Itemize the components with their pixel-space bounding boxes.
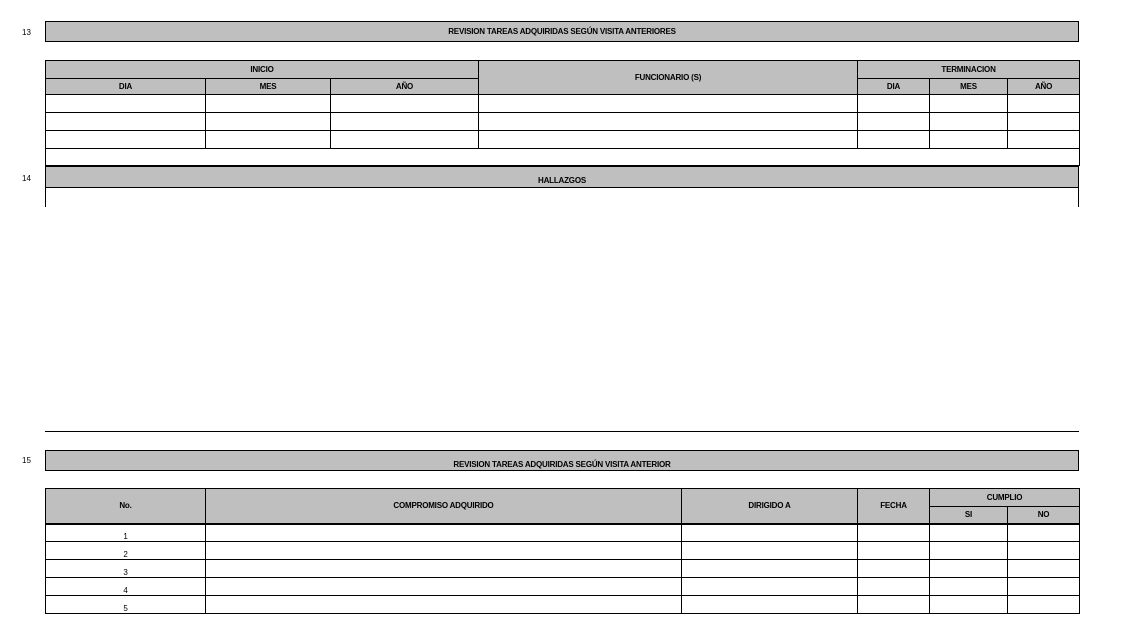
terminacion-dia-cell[interactable] — [858, 113, 930, 131]
compromiso-cell[interactable] — [206, 596, 682, 614]
terminacion-mes-header: MES — [930, 79, 1008, 95]
no-cell[interactable] — [1008, 524, 1080, 542]
section-13-title: REVISION TAREAS ADQUIRIDAS SEGÚN VISITA ANTERIORES — [448, 27, 676, 36]
terminacion-mes-cell[interactable] — [930, 131, 1008, 149]
inicio-dia-header: DIA — [46, 79, 206, 95]
si-header: SI — [930, 507, 1008, 524]
fecha-cell[interactable] — [858, 560, 930, 578]
inicio-dia-cell[interactable] — [46, 131, 206, 149]
table-row — [46, 131, 1080, 149]
section-15-title: REVISION TAREAS ADQUIRIDAS SEGÚN VISITA ANTERIOR — [453, 460, 671, 469]
no-cell[interactable] — [1008, 560, 1080, 578]
si-cell[interactable] — [930, 578, 1008, 596]
section-15-title-bar — [45, 450, 1079, 471]
cumplio-header: CUMPLIO — [930, 489, 1080, 507]
commitments-table — [45, 488, 1080, 614]
si-cell[interactable] — [930, 560, 1008, 578]
fecha-header: FECHA — [858, 489, 930, 524]
table-row — [46, 596, 1080, 614]
inicio-dia-cell[interactable] — [46, 95, 206, 113]
row-number: 1 — [46, 524, 206, 542]
inicio-anio-header: AÑO — [331, 79, 479, 95]
dirigido-cell[interactable] — [682, 560, 858, 578]
compromiso-cell[interactable] — [206, 524, 682, 542]
inicio-anio-cell[interactable] — [331, 131, 479, 149]
fecha-cell[interactable] — [858, 542, 930, 560]
row-number: 4 — [46, 578, 206, 596]
terminacion-dia-header: DIA — [858, 79, 930, 95]
fecha-cell[interactable] — [858, 524, 930, 542]
section-14-title-bar — [45, 166, 1079, 188]
dirigido-cell[interactable] — [682, 524, 858, 542]
si-cell[interactable] — [930, 524, 1008, 542]
terminacion-mes-cell[interactable] — [930, 113, 1008, 131]
inicio-anio-cell[interactable] — [331, 113, 479, 131]
row-number: 5 — [46, 596, 206, 614]
terminacion-header: TERMINACION — [858, 61, 1080, 79]
terminacion-dia-cell[interactable] — [858, 131, 930, 149]
no-col-header: NO — [1008, 507, 1080, 524]
funcionario-header: FUNCIONARIO (S) — [479, 61, 858, 95]
inicio-mes-cell[interactable] — [206, 95, 331, 113]
inicio-mes-cell[interactable] — [206, 131, 331, 149]
compromiso-header: COMPROMISO ADQUIRIDO — [206, 489, 682, 524]
hallazgos-bottom-divider — [45, 431, 1079, 432]
terminacion-anio-cell[interactable] — [1008, 131, 1080, 149]
compromiso-cell[interactable] — [206, 542, 682, 560]
terminacion-dia-cell[interactable] — [858, 95, 930, 113]
funcionario-cell[interactable] — [479, 113, 858, 131]
section-13-title-bar — [45, 21, 1079, 42]
section-13-number: 13 — [22, 28, 31, 37]
no-cell[interactable] — [1008, 596, 1080, 614]
inicio-dia-cell[interactable] — [46, 113, 206, 131]
table-row — [46, 542, 1080, 560]
hallazgos-area[interactable] — [45, 187, 1079, 207]
spacer-cell — [46, 149, 1080, 166]
fecha-cell[interactable] — [858, 596, 930, 614]
tasks-dates-table — [45, 60, 1080, 166]
dirigido-cell[interactable] — [682, 596, 858, 614]
fecha-cell[interactable] — [858, 578, 930, 596]
inicio-anio-cell[interactable] — [331, 95, 479, 113]
funcionario-cell[interactable] — [479, 131, 858, 149]
table-row — [46, 560, 1080, 578]
si-cell[interactable] — [930, 542, 1008, 560]
table-row — [46, 578, 1080, 596]
row-number: 3 — [46, 560, 206, 578]
table-row — [46, 524, 1080, 542]
compromiso-cell[interactable] — [206, 578, 682, 596]
row-number: 2 — [46, 542, 206, 560]
spacer-row — [46, 149, 1080, 166]
funcionario-cell[interactable] — [479, 95, 858, 113]
dirigido-cell[interactable] — [682, 578, 858, 596]
section-14-title: HALLAZGOS — [538, 176, 586, 185]
terminacion-mes-cell[interactable] — [930, 95, 1008, 113]
terminacion-anio-header: AÑO — [1008, 79, 1080, 95]
inicio-mes-cell[interactable] — [206, 113, 331, 131]
inicio-mes-header: MES — [206, 79, 331, 95]
no-cell[interactable] — [1008, 542, 1080, 560]
dirigido-header: DIRIGIDO A — [682, 489, 858, 524]
compromiso-cell[interactable] — [206, 560, 682, 578]
table-row — [46, 113, 1080, 131]
no-cell[interactable] — [1008, 578, 1080, 596]
terminacion-anio-cell[interactable] — [1008, 95, 1080, 113]
table-row — [46, 95, 1080, 113]
dirigido-cell[interactable] — [682, 542, 858, 560]
section-15-number: 15 — [22, 456, 31, 465]
terminacion-anio-cell[interactable] — [1008, 113, 1080, 131]
section-14-number: 14 — [22, 174, 31, 183]
no-header: No. — [46, 489, 206, 524]
si-cell[interactable] — [930, 596, 1008, 614]
inicio-header: INICIO — [46, 61, 479, 79]
